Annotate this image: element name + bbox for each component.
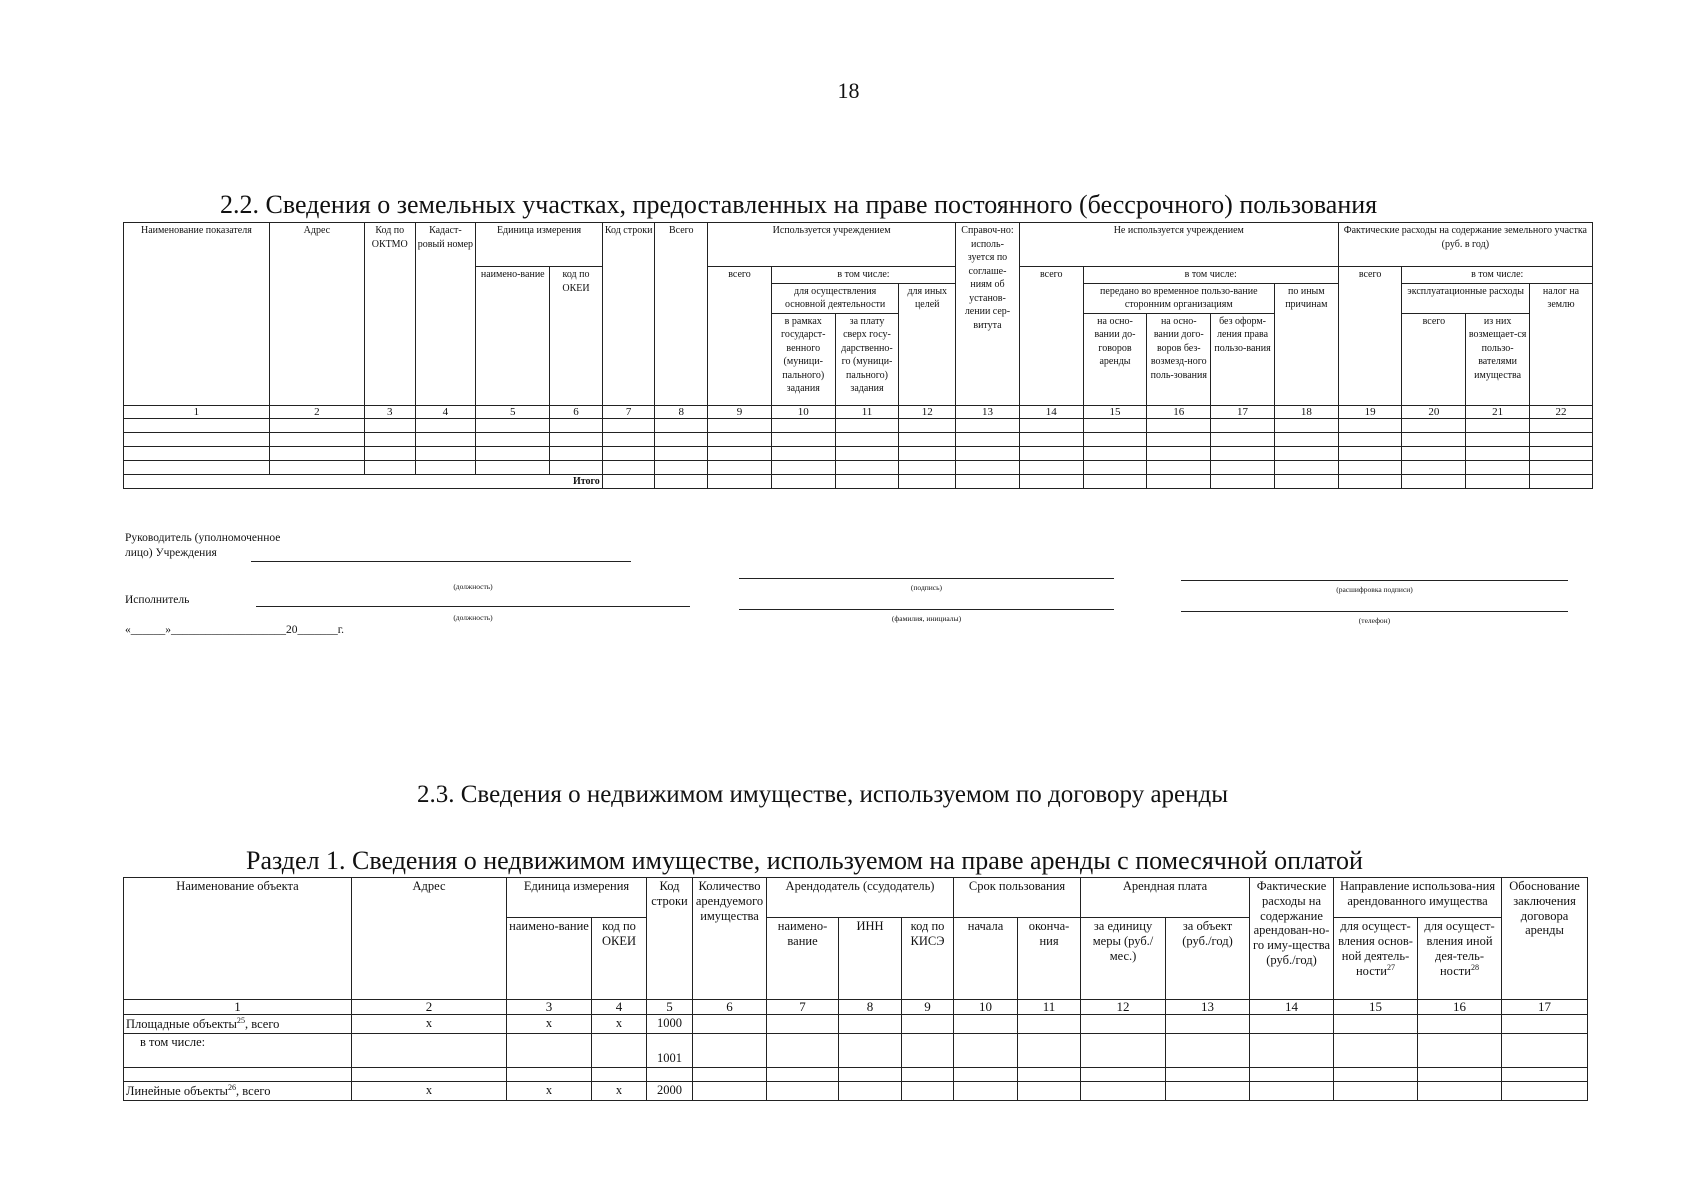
hdr-unit-2: Единица измерения (507, 878, 647, 918)
col-num: 8 (655, 405, 708, 418)
hdr-name: Наименование показателя (124, 223, 270, 406)
land-plots-table (123, 222, 1593, 489)
row-name: Линейные объекты$^{26}$, всего (124, 1081, 352, 1100)
table-row (124, 1033, 1588, 1067)
hdr-not-used: Не используется учреждением (1019, 223, 1338, 267)
col-num: 4 (592, 1000, 647, 1015)
col-num: 20 (1402, 405, 1466, 418)
hdr-kise: код по КИСЭ (902, 918, 954, 1000)
hdr-used: Используется учреждением (708, 223, 956, 267)
hdr-okei-2: код по ОКЕИ (592, 918, 647, 1000)
hdr-address: Адрес (269, 223, 364, 406)
table-row (124, 1067, 1588, 1081)
hdr-end: оконча-ния (1018, 918, 1081, 1000)
table-row (124, 1015, 1588, 1034)
row-okei: x (592, 1081, 647, 1100)
table-row (124, 1081, 1588, 1100)
table-row (124, 446, 1593, 460)
col-num: 12 (899, 405, 956, 418)
hdr-per-object: за объект (руб./год) (1166, 918, 1250, 1000)
hdr-quantity: Количество арендуемого имущества (693, 878, 767, 1000)
col-num: 11 (835, 405, 899, 418)
hdr-operating: эксплуатационные расходы (1402, 283, 1530, 313)
hdr-op-total: всего (1402, 313, 1466, 405)
head-label-line2: лицо) Учреждения (125, 547, 217, 559)
hdr-used-total: всего (708, 267, 772, 406)
col-num: 5 (476, 405, 550, 418)
section-2-3-title: 2.3. Сведения о недвижимом имуществе, используемом по договору аренды (417, 781, 1229, 808)
col-num: 11 (1018, 1000, 1081, 1015)
total-label: Итого (124, 474, 603, 489)
hdr-lessor: Арендодатель (ссудодатель) (767, 878, 954, 918)
total-row (124, 474, 1593, 489)
hdr-main-activity: для осуществления основной деятельности (771, 283, 899, 313)
col-num: 9 (902, 1000, 954, 1015)
col-num: 21 (1466, 405, 1530, 418)
hdr-unit-name-2: наимено-вание (507, 918, 592, 1000)
table-row (124, 432, 1593, 446)
col-num: 8 (839, 1000, 902, 1015)
row-code: 1000 (647, 1015, 693, 1034)
hdr-no-rights: без оформ-ления права пользо-вания (1211, 313, 1275, 405)
hdr-per-unit: за единицу меры (руб./ мес.) (1081, 918, 1166, 1000)
head-label-line1: Руководитель (уполномоченное (125, 532, 281, 544)
col-num: 3 (507, 1000, 592, 1015)
hdr-row-code: Код строки (602, 223, 655, 406)
position-caption-2: (должность) (453, 613, 493, 622)
col-num: 13 (1166, 1000, 1250, 1015)
position-caption: (должность) (453, 582, 493, 591)
col-num: 4 (415, 405, 476, 418)
hdr-address-2: Адрес (352, 878, 507, 1000)
hdr-unit: Единица измерения (476, 223, 603, 267)
hdr-lessor-name: наимено-вание (767, 918, 839, 1000)
hdr-lease: на осно-вании до-говоров аренды (1083, 313, 1147, 405)
name-caption: (фамилия, инициалы) (891, 614, 962, 623)
hdr-rent: Арендная плата (1081, 878, 1250, 918)
col-num: 12 (1081, 1000, 1166, 1015)
hdr-incl: в том числе: (771, 267, 955, 284)
col-num: 10 (771, 405, 835, 418)
col-num: 16 (1147, 405, 1211, 418)
leased-property-table (123, 877, 1588, 1101)
col-num: 15 (1334, 1000, 1418, 1015)
row-name: Площадные объекты$^{25}$, всего (124, 1015, 352, 1034)
hdr-not-used-total: всего (1019, 267, 1083, 406)
executor-label: Исполнитель (125, 594, 190, 606)
hdr-cadastral: Кадаст-ровый номер (415, 223, 476, 406)
row-code: 2000 (647, 1081, 693, 1100)
col-num: 6 (693, 1000, 767, 1015)
col-num: 1 (124, 405, 270, 418)
col-num: 17 (1502, 1000, 1588, 1015)
row-address: x (352, 1015, 507, 1034)
hdr-row-code-2: Код строки (647, 878, 693, 1000)
hdr-other-reasons: по иным причинам (1274, 283, 1338, 405)
hdr-costs-total: всего (1338, 267, 1402, 406)
hdr-temp-transfer: передано во временное пользо-вание сторонним организациям (1083, 283, 1274, 313)
col-num: 19 (1338, 405, 1402, 418)
table-row (124, 460, 1593, 474)
hdr-other-purposes: для иных целей (899, 283, 956, 405)
hdr-incl2: в том числе: (1083, 267, 1338, 284)
column-numbers-row (124, 405, 1593, 418)
col-num: 22 (1530, 405, 1593, 418)
hdr-land-tax: налог на землю (1530, 283, 1593, 405)
col-num: 17 (1211, 405, 1275, 418)
col-num: 13 (956, 405, 1020, 418)
phone-caption: (телефон) (1358, 616, 1391, 625)
section-2-2-title: 2.2. Сведения о земельных участках, предоставленных на праве постоянного (бессрочного) пользования (220, 190, 1378, 219)
col-num: 9 (708, 405, 772, 418)
row-address: x (352, 1081, 507, 1100)
hdr-servitude: Справоч-но: исполь-зуется по соглаше-ниям об установ-лении сер-витута (956, 223, 1020, 406)
col-num: 2 (269, 405, 364, 418)
head-position-line (251, 561, 631, 562)
hdr-direction: Направление использова-ния арендованного имущества (1334, 878, 1502, 918)
signature-caption: (подпись) (910, 583, 943, 592)
hdr-basis: Обоснование заключения договора аренды (1502, 878, 1588, 1000)
row-unit-name: x (507, 1015, 592, 1034)
col-num: 7 (602, 405, 655, 418)
date-line: «______»____________________20_______г. (125, 624, 345, 636)
name-line (739, 609, 1114, 610)
section-2-3-subtitle: Раздел 1. Сведения о недвижимом имуществе, используемом на праве аренды с помесячной оплатой (246, 846, 1363, 875)
col-num: 16 (1418, 1000, 1502, 1015)
hdr-free-use: на осно-вании дого-воров без-возмезд-ного поль-зования (1147, 313, 1211, 405)
col-num: 7 (767, 1000, 839, 1015)
decoding-line (1181, 580, 1568, 581)
hdr-term: Срок пользования (954, 878, 1081, 918)
hdr-main-activity-2: для осущест-вления основ- ной деятель-ности$^{27}$ (1334, 918, 1418, 1000)
hdr-reimbursed: из них возмещает-ся пользо-вателями имущества (1466, 313, 1530, 405)
hdr-start: начала (954, 918, 1018, 1000)
page-number: 18 (837, 78, 860, 103)
decoding-caption: (расшифровка подписи) (1336, 585, 1413, 594)
hdr-object-name: Наименование объекта (124, 878, 352, 1000)
row-okei: x (592, 1015, 647, 1034)
row-code: 1001 (647, 1033, 693, 1067)
col-num: 1 (124, 1000, 352, 1015)
hdr-okei: код по ОКЕИ (550, 267, 603, 406)
phone-line (1181, 611, 1568, 612)
hdr-actual-costs-2: Фактические расходы на содержание арендован-но- го иму-щества (руб./год) (1250, 878, 1334, 1000)
col-num: 5 (647, 1000, 693, 1015)
col-num: 3 (364, 405, 415, 418)
hdr-oktmo: Код по ОКТМО (364, 223, 415, 406)
col-num: 10 (954, 1000, 1018, 1015)
hdr-other-activity: для осущест-вления иной дея-тель-ности$^{28}$ (1418, 918, 1502, 1000)
executor-position-line (256, 606, 690, 607)
col-num: 14 (1019, 405, 1083, 418)
col-num: 14 (1250, 1000, 1334, 1015)
hdr-total: Всего (655, 223, 708, 406)
hdr-paid-over: за плату сверх госу-дарственно-го (муници-пального) задания (835, 313, 899, 405)
col-num: 15 (1083, 405, 1147, 418)
col-num: 18 (1274, 405, 1338, 418)
hdr-state-task: в рамках государст-венного (муници-пального) задания (771, 313, 835, 405)
col-num: 6 (550, 405, 603, 418)
row-unit-name: x (507, 1081, 592, 1100)
hdr-actual-costs: Фактические расходы на содержание земельного участка (руб. в год) (1338, 223, 1592, 267)
col-num: 2 (352, 1000, 507, 1015)
column-numbers-row-2 (124, 1000, 1588, 1015)
hdr-unit-name: наимено-вание (476, 267, 550, 406)
hdr-incl3: в том числе: (1402, 267, 1593, 284)
table-row (124, 418, 1593, 432)
row-name: в том числе: (124, 1033, 352, 1067)
hdr-inn: ИНН (839, 918, 902, 1000)
signature-line (739, 578, 1114, 579)
